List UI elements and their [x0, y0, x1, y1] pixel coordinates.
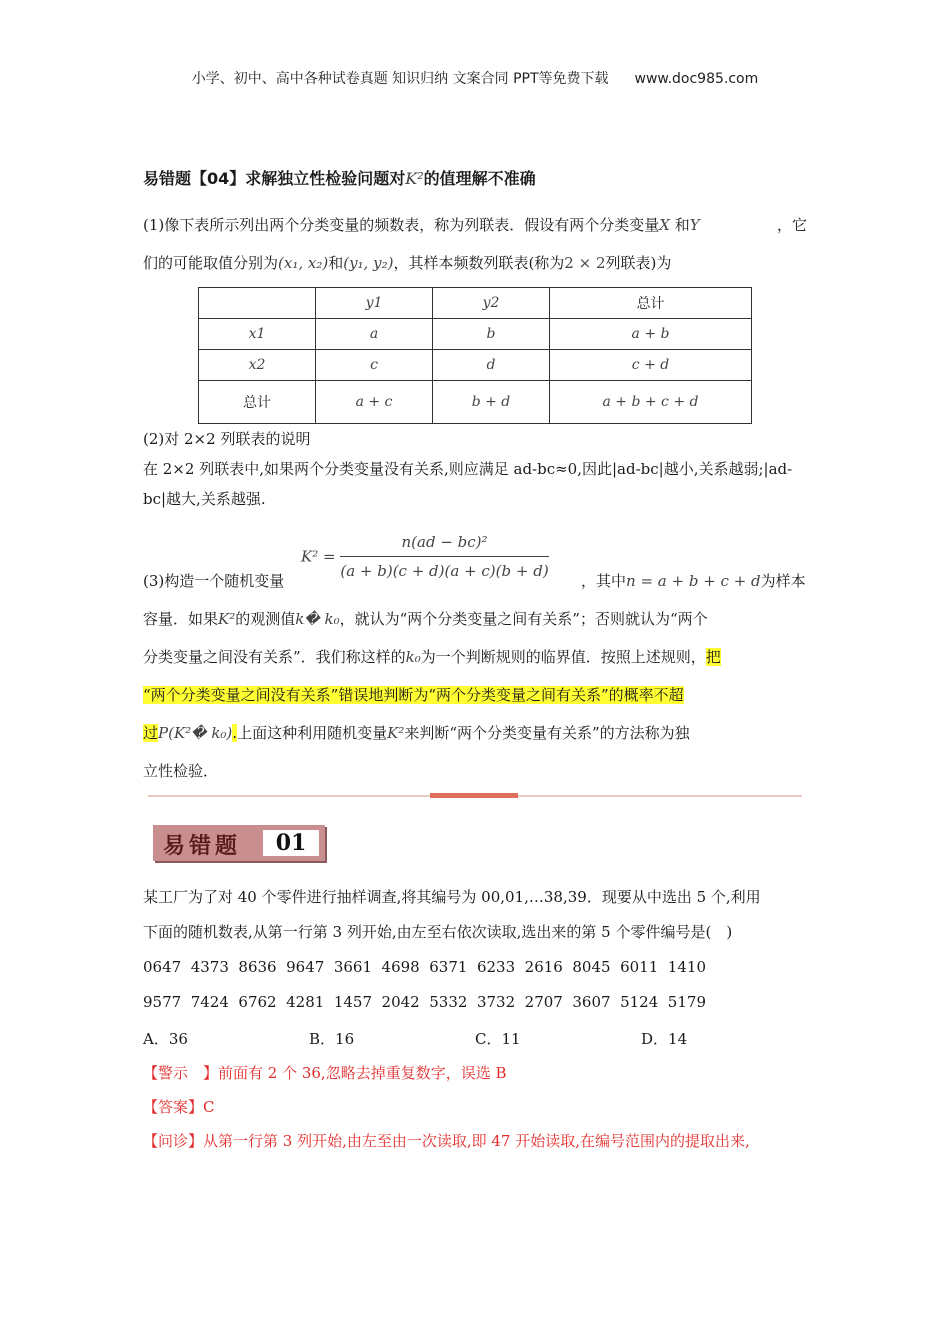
table-header-cell: 总计 [550, 288, 752, 319]
header-url[interactable]: www.doc985.com [634, 71, 759, 87]
question-line-1: 某工厂为了对 40 个零件进行抽样调查,将其编号为 00,01,…38,39．现要从中选出 5 个,利用 [143, 888, 761, 906]
table-row [199, 350, 752, 381]
y-pair: (y₁, y₂) [343, 254, 394, 272]
warning-note: 【警示 】前面有 2 个 36,忽略去掉重复数字，误选 B [143, 1064, 507, 1082]
k2-formula [301, 530, 549, 583]
k0-symbol: k₀ [405, 648, 421, 666]
paragraph-1 [143, 206, 807, 282]
formula-lhs: K² = [301, 547, 336, 566]
p3-text-c: 为样本 [760, 572, 806, 590]
p1-and: 和 [674, 216, 690, 234]
answer-tag: 【答案】 [143, 1098, 204, 1116]
option-d[interactable]: D．14 [641, 1030, 688, 1048]
probability-expr: P(K²� k₀) [158, 724, 233, 742]
highlight-3: 过 [143, 724, 159, 742]
table-cell: b [433, 319, 550, 350]
table-header-row [199, 288, 752, 319]
k2-symbol: K² [218, 610, 236, 628]
option-a[interactable]: A．36 [143, 1030, 188, 1048]
section-divider [148, 795, 802, 797]
question-line-2: 下面的随机数表,从第一行第 3 列开始,由左至右依次读取,选出来的第 5 个零件编号是( ) [143, 923, 733, 941]
p3-text-e: 的观测值 [235, 610, 296, 628]
p2-body: 在 2×2 列联表中,如果两个分类变量没有关系,则应满足 ad-bc≈0,因此|ad-bc|越小,关系越弱;|ad-bc|越大,关系越强. [143, 460, 793, 508]
section-title [143, 166, 536, 189]
highlight-1: 把 [705, 648, 721, 666]
random-table-row-1: 0647 4373 8636 9647 3661 4698 6371 6233 2616 8045 6011 1410 [143, 958, 706, 976]
p3-text-k: 立性检验． [143, 762, 219, 780]
table-cell: c + d [550, 350, 752, 381]
p3-text-f: ，就认为“两个分类变量之间有关系”；否则就认为“两个 [339, 610, 708, 628]
p3-text-h: 为一个判断规则的临界值．按照上述规则， [420, 648, 706, 666]
option-c[interactable]: C．11 [475, 1030, 521, 1048]
p1-text-b: ，它 [776, 216, 807, 234]
formula-numerator: n(ad − bc)² [340, 530, 548, 557]
p3-line1-tail [581, 562, 806, 600]
table-cell: c [316, 350, 433, 381]
n-expression: n = a + b + c + d [626, 572, 761, 590]
table-header-cell: y1 [316, 288, 433, 319]
p1-text-d: ，其样本频数列联表(称为 [393, 254, 565, 272]
x-pair: (x₁, x₂) [278, 254, 329, 272]
formula-fraction [340, 530, 548, 583]
p1-text-c: 们的可能取值分别为 [143, 254, 279, 272]
title-suffix: 的值理解不准确 [423, 169, 536, 188]
table-cell: a + c [316, 381, 433, 424]
table-row [199, 319, 752, 350]
table-cell: x1 [199, 319, 316, 350]
badge-label: 易错题 [163, 834, 242, 859]
p3-text-a: (3)构造一个随机变量 [143, 572, 285, 590]
option-b[interactable]: B．16 [309, 1030, 355, 1048]
answer-options [143, 1028, 807, 1049]
table-cell: a [316, 319, 433, 350]
question-badge [153, 825, 325, 861]
highlight-2: “两个分类变量之间没有关系”错误地判断为“两个分类变量之间有关系”的概率不超 [143, 686, 684, 704]
page-header [0, 68, 950, 88]
two-by-two: 2 × 2 [564, 254, 606, 272]
table-header-cell [199, 288, 316, 319]
answer-note [143, 1090, 807, 1124]
table-cell: a + b + c + d [550, 381, 752, 424]
title-k2: K² [405, 169, 424, 188]
formula-denominator: (a + b)(c + d)(a + c)(b + d) [340, 562, 549, 580]
table-cell: 总计 [199, 381, 316, 424]
paragraph-3 [143, 522, 807, 790]
random-table-row-2: 9577 7424 6762 4281 1457 2042 5332 3732 2707 3607 5124 5179 [143, 993, 706, 1011]
var-x: X [659, 216, 670, 234]
paragraph-2 [143, 424, 807, 514]
table-row [199, 381, 752, 424]
table-header-cell: y2 [433, 288, 550, 319]
table-cell: d [433, 350, 550, 381]
divider-accent [430, 793, 518, 798]
table-cell: b + d [433, 381, 550, 424]
diagnosis-note: 【问诊】从第一行第 3 列开始,由左至由一次读取,即 47 开始读取,在编号范围内的提取出来, [143, 1132, 750, 1150]
table-cell: a + b [550, 319, 752, 350]
answer-value: C [203, 1098, 215, 1116]
notes [143, 1056, 807, 1158]
p3-text-j: 来判断“两个分类变量有关系”的方法称为独 [404, 724, 690, 742]
var-y: Y [689, 216, 700, 234]
highlight-4: . [232, 724, 238, 742]
p3-text-i: 上面这种利用随机变量 [237, 724, 388, 742]
p1-text-e: 列联表)为 [605, 254, 672, 272]
badge-number: 01 [263, 830, 319, 856]
header-text: 小学、初中、高中各种试卷真题 知识归纳 文案合同 PPT等免费下载 [191, 71, 609, 87]
table-cell: x2 [199, 350, 316, 381]
question-text [143, 880, 807, 1020]
p2-title: (2)对 2×2 列联表的说明 [143, 430, 311, 448]
title-prefix: 易错题【04】求解独立性检验问题对 [143, 169, 406, 188]
k2-symbol: K² [387, 724, 405, 742]
contingency-table [198, 287, 752, 424]
p3-text-g: 分类变量之间没有关系”．我们称这样的 [143, 648, 406, 666]
p1-and2: 和 [328, 254, 344, 272]
observed-value: k� k₀ [295, 610, 340, 628]
p3-text-d: 容量．如果 [143, 610, 219, 628]
p1-text-a: (1)像下表所示列出两个分类变量的频数表，称为列联表．假设有两个分类变量 [143, 216, 660, 234]
p3-text-b: ，其中 [581, 572, 627, 590]
